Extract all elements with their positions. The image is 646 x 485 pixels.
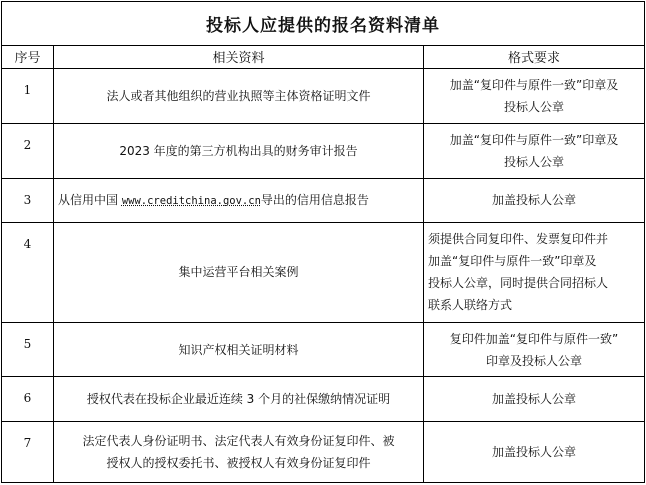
row-format-line: 联系人联络方式 [428, 298, 513, 313]
table-row [2, 68, 645, 123]
table-title: 投标人应提供的报名资料清单 [2, 2, 645, 46]
row-format-line: 投标人公章 [504, 154, 565, 169]
row-material-line: 授权人的授权委托书、被授权人有效身份证复印件 [106, 456, 371, 471]
row-material [54, 422, 424, 483]
table-row [2, 178, 645, 223]
row-format [424, 422, 645, 483]
row-format-line: 加盖投标人公章 [492, 193, 577, 208]
row-material: 知识产权相关证明材料 [54, 322, 424, 377]
row-index: 3 [2, 178, 54, 223]
row-index: 5 [2, 322, 54, 377]
row-format-line: 加盖投标人公章 [492, 392, 577, 407]
row-format-line: 加盖“复印件与原件一致”印章及 [449, 77, 619, 92]
row-format-line: 投标人公章 [504, 99, 565, 114]
table-row [2, 223, 645, 322]
title-row [2, 2, 645, 46]
row-material-suffix: 导出的信用信息报告 [260, 192, 369, 207]
registration-materials-table [1, 1, 645, 483]
row-format [424, 377, 645, 422]
credit-china-link[interactable]: www.creditchina.gov.cn [121, 194, 261, 207]
row-index: 7 [2, 422, 54, 483]
row-material: 授权代表在投标企业最近连续 3 个月的社保缴纳情况证明 [54, 377, 424, 422]
row-format-line: 加盖“复印件与原件一致”印章及 [449, 132, 619, 147]
row-format-line: 加盖“复印件与原件一致”印章及 [428, 254, 597, 269]
row-material [54, 178, 424, 223]
table-row [2, 422, 645, 483]
row-material: 2023 年度的第三方机构出具的财务审计报告 [54, 123, 424, 178]
row-material: 集中运营平台相关案例 [54, 223, 424, 322]
table-row [2, 322, 645, 377]
row-index: 4 [2, 223, 54, 322]
row-material-line: 法定代表人身份证明书、法定代表人有效身份证复印件、被 [82, 434, 395, 449]
header-format: 格式要求 [424, 45, 645, 68]
row-format [424, 223, 645, 322]
row-format [424, 322, 645, 377]
row-material: 法人或者其他组织的营业执照等主体资格证明文件 [54, 68, 424, 123]
row-format [424, 68, 645, 123]
header-row [2, 45, 645, 68]
row-index: 6 [2, 377, 54, 422]
table-row [2, 123, 645, 178]
row-format-line: 投标人公章，同时提供合同招标人 [428, 276, 609, 291]
header-material: 相关资料 [54, 45, 424, 68]
row-material-prefix: 从信用中国 [58, 192, 122, 207]
row-format [424, 123, 645, 178]
row-format-line: 须提供合同复印件、发票复印件并 [428, 232, 609, 247]
row-format [424, 178, 645, 223]
row-format-line: 印章及投标人公章 [486, 353, 583, 368]
row-format-line: 复印件加盖“复印件与原件一致” [449, 331, 619, 346]
table-row [2, 377, 645, 422]
row-format-line: 加盖投标人公章 [492, 445, 577, 460]
row-index: 1 [2, 68, 54, 123]
row-index: 2 [2, 123, 54, 178]
header-index: 序号 [2, 45, 54, 68]
